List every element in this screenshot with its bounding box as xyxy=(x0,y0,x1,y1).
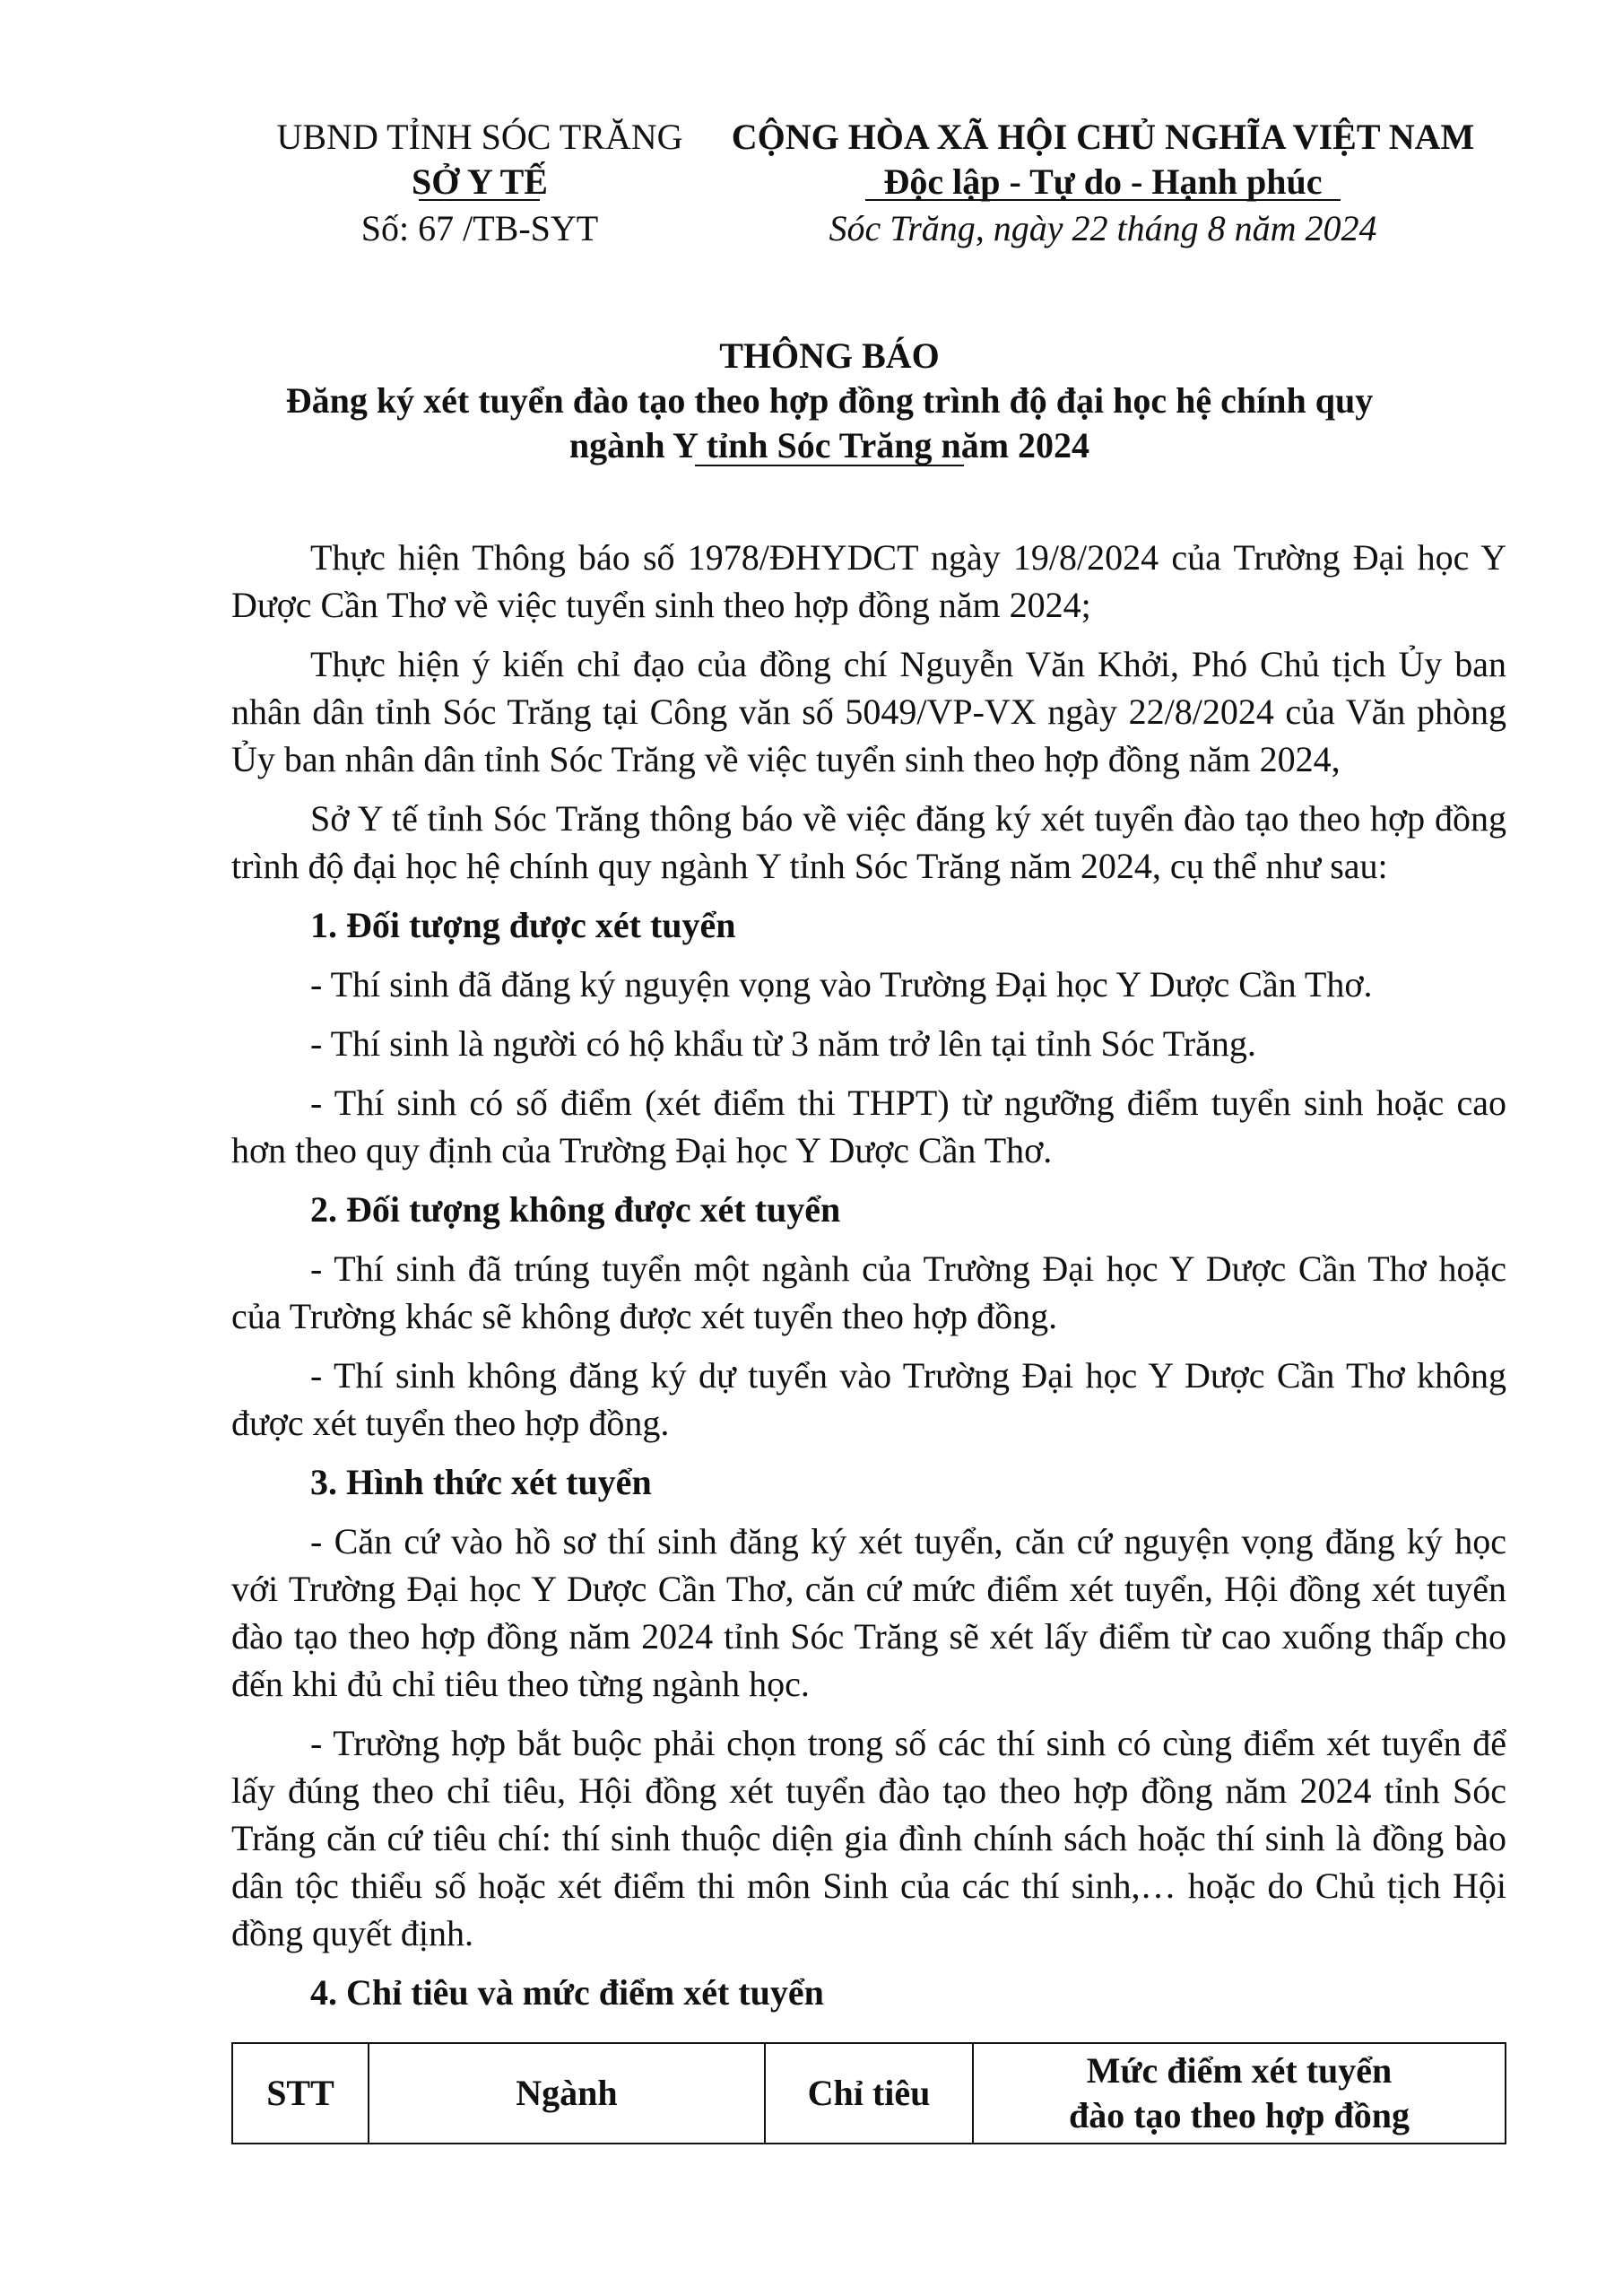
section-1-heading: 1. Đối tượng được xét tuyển xyxy=(310,905,736,945)
section-3-item: - Trường hợp bắt buộc phải chọn trong số các thí sinh có cùng điểm xét tuyển để lấy đúng theo chỉ tiêu, Hội đồng xét tuyển đào tạo theo hợp đồng năm 2024 tỉnh Sóc Trăng căn cứ tiêu chí: thí sinh thuộc diện gia đình chính sách hoặc thí sinh là đồng bào dân tộc thiểu số hoặc xét điểm thi môn Sinh của các thí sinh,… hoặc do Chủ tịch Hội đồng quyết định. xyxy=(231,1723,1506,1953)
header-nation-block xyxy=(726,115,1480,251)
motto-block xyxy=(865,160,1341,201)
department-name xyxy=(412,160,548,201)
paragraph-announcement: Sở Y tế tỉnh Sóc Trăng thông báo về việc đăng ký xét tuyển đào tạo theo hợp đồng trình độ đại học hệ chính quy ngành Y tỉnh Sóc Trăng năm 2024, cụ thể như sau: xyxy=(231,798,1506,886)
notice-body xyxy=(231,534,1506,2028)
paragraph-basis-1: Thực hiện Thông báo số 1978/ĐHYDCT ngày 19/8/2024 của Trường Đại học Y Dược Cần Thơ về việc tuyển sinh theo hợp đồng năm 2024; xyxy=(231,537,1506,625)
nation-name: CỘNG HÒA XÃ HỘI CHỦ NGHĨA VIỆT NAM xyxy=(731,117,1475,157)
notice-subtitle-line2-wrap xyxy=(569,423,1089,466)
paragraph-basis-2: Thực hiện ý kiến chỉ đạo của đồng chí Nguyễn Văn Khởi, Phó Chủ tịch Ủy ban nhân dân tỉnh Sóc Trăng tại Công văn số 5049/VP-VX ngày 22/8/2024 của Văn phòng Ủy ban nhân dân tỉnh Sóc Trăng về việc tuyển sinh theo hợp đồng năm 2024, xyxy=(231,644,1506,779)
section-3-item: - Căn cứ vào hồ sơ thí sinh đăng ký xét tuyển, căn cứ nguyện vọng đăng ký học với Trường Đại học Y Dược Cần Thơ, căn cứ mức điểm xét tuyển, Hội đồng xét tuyển đào tạo theo hợp đồng năm 2024 tỉnh Sóc Trăng sẽ xét lấy điểm từ cao xuống thấp cho đến khi đủ chỉ tiêu theo từng ngành học. xyxy=(231,1521,1506,1704)
col-header-score-line2: đào tạo theo hợp đồng xyxy=(1068,2095,1410,2135)
section-2-item: - Thí sinh đã trúng tuyển một ngành của Trường Đại học Y Dược Cần Thơ hoặc của Trường khác sẽ không được xét tuyển theo hợp đồng. xyxy=(231,1248,1506,1336)
section-1-item: - Thí sinh là người có hộ khẩu từ 3 năm trở lên tại tỉnh Sóc Trăng. xyxy=(310,1023,1256,1064)
section-3-heading: 3. Hình thức xét tuyển xyxy=(310,1462,652,1502)
section-4-heading: 4. Chỉ tiêu và mức điểm xét tuyển xyxy=(310,1972,824,2013)
motto: Độc lập - Tự do - Hạnh phúc xyxy=(883,161,1323,202)
col-header-stt: STT xyxy=(232,2043,369,2144)
header-authority-block xyxy=(260,115,699,251)
place-date: Sóc Trăng, ngày 22 tháng 8 năm 2024 xyxy=(829,208,1377,248)
section-2-item: - Thí sinh không đăng ký dự tuyển vào Trường Đại học Y Dược Cần Thơ không được xét tuyển theo hợp đồng. xyxy=(231,1355,1506,1443)
table-header-row xyxy=(232,2043,1506,2144)
col-header-score xyxy=(973,2043,1506,2144)
col-header-score-line1: Mức điểm xét tuyển xyxy=(1086,2050,1393,2091)
notice-subtitle-line2: ngành Y tỉnh Sóc Trăng năm 2024 xyxy=(568,425,1090,465)
notice-title-block xyxy=(224,334,1435,468)
section-1-item: - Thí sinh có số điểm (xét điểm thi THPT) từ ngưỡng điểm tuyển sinh hoặc cao hơn theo quy định của Trường Đại học Y Dược Cần Thơ. xyxy=(231,1083,1506,1170)
col-header-quota: Chỉ tiêu xyxy=(765,2043,973,2144)
document-number: Số: 67 /TB-SYT xyxy=(360,208,599,248)
quota-table xyxy=(231,2042,1506,2144)
section-2-heading: 2. Đối tượng không được xét tuyển xyxy=(310,1189,841,1230)
section-1-item: - Thí sinh đã đăng ký nguyện vọng vào Trường Đại học Y Dược Cần Thơ. xyxy=(310,964,1373,1004)
col-header-major: Ngành xyxy=(369,2043,765,2144)
department-label: SỞ Y TẾ xyxy=(412,161,548,202)
notice-subtitle-line1: Đăng ký xét tuyển đào tạo theo hợp đồng trình độ đại học hệ chính quy xyxy=(285,380,1374,421)
authority-name: UBND TỈNH SÓC TRĂNG xyxy=(276,117,683,157)
notice-title: THÔNG BÁO xyxy=(719,335,940,376)
